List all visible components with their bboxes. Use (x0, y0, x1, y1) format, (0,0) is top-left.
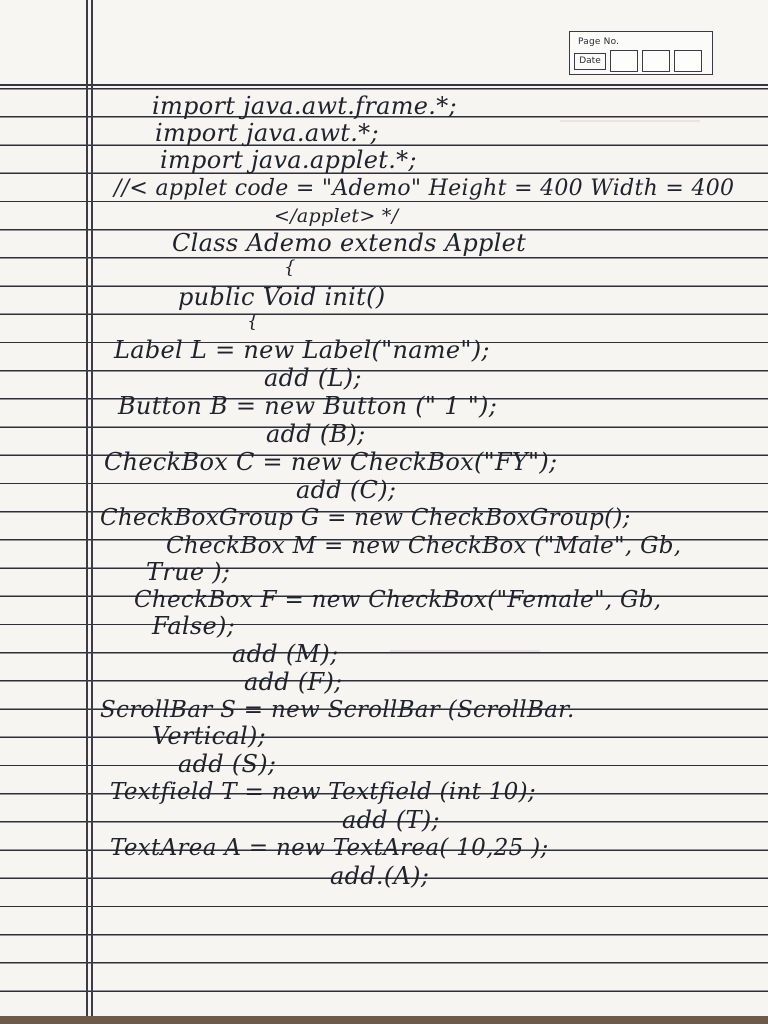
code-line-add-scrollbar: add (S); (178, 750, 277, 778)
code-line-add-textfield: add (T); (342, 806, 440, 834)
code-line-checkbox-fy: CheckBox C = new CheckBox("FY"); (104, 448, 558, 476)
code-line-import-applet: import java.applet.*; (160, 146, 417, 174)
code-line-add-female: add (F); (244, 668, 343, 696)
code-line-textarea: TextArea A = new TextArea( 10,25 ); (110, 835, 549, 861)
code-line-checkbox-male: CheckBox M = new CheckBox ("Male", Gb, (166, 533, 682, 559)
code-line-init-method: public Void init() (178, 283, 386, 311)
page-date-box (569, 31, 713, 75)
code-line-class-decl: Class Ademo extends Applet (172, 229, 527, 257)
margin-line (86, 0, 88, 1024)
code-line-applet-tag: //< applet code = "Ademo" Height = 400 Width = 400 (114, 176, 735, 201)
code-line-add-label: add (L); (264, 364, 362, 392)
code-line-class-open-brace: { (284, 257, 296, 278)
code-line-label: Label L = new Label("name"); (114, 336, 490, 364)
margin-line-inner (91, 0, 93, 1024)
code-line-false: False); (152, 612, 236, 640)
code-line-add-checkbox-fy: add (C); (296, 476, 397, 504)
code-line-add-textarea: add.(A); (330, 862, 430, 890)
code-line-scrollbar: ScrollBar S = new ScrollBar (ScrollBar. (100, 697, 575, 723)
date-cell-year (674, 50, 702, 72)
code-line-import-awt: import java.awt.*; (155, 119, 379, 147)
code-line-true: True ); (146, 558, 231, 586)
top-rule-line (0, 84, 768, 86)
code-line-checkbox-female: CheckBox F = new CheckBox("Female", Gb, (134, 587, 662, 613)
date-cell-month (642, 50, 670, 72)
bleed-through-mark (560, 120, 700, 122)
code-line-button: Button B = new Button (" 1 "); (118, 392, 498, 420)
code-line-init-open-brace: { (247, 311, 259, 332)
code-line-applet-close: </applet> */ (274, 205, 399, 227)
bleed-through-mark (390, 650, 540, 652)
page-no-label: Page No. (578, 37, 620, 47)
page-bottom-edge (0, 1016, 768, 1024)
code-line-vertical: Vertical); (152, 722, 266, 750)
date-cell-day (610, 50, 638, 72)
code-line-checkboxgroup: CheckBoxGroup G = new CheckBoxGroup(); (100, 505, 631, 531)
date-label: Date (574, 53, 606, 70)
code-line-import-awt-frame: import java.awt.frame.*; (152, 92, 457, 120)
code-line-add-male: add (M); (232, 640, 339, 668)
code-line-textfield: Textfield T = new Textfield (int 10); (110, 779, 536, 805)
code-line-add-button: add (B); (266, 420, 366, 448)
